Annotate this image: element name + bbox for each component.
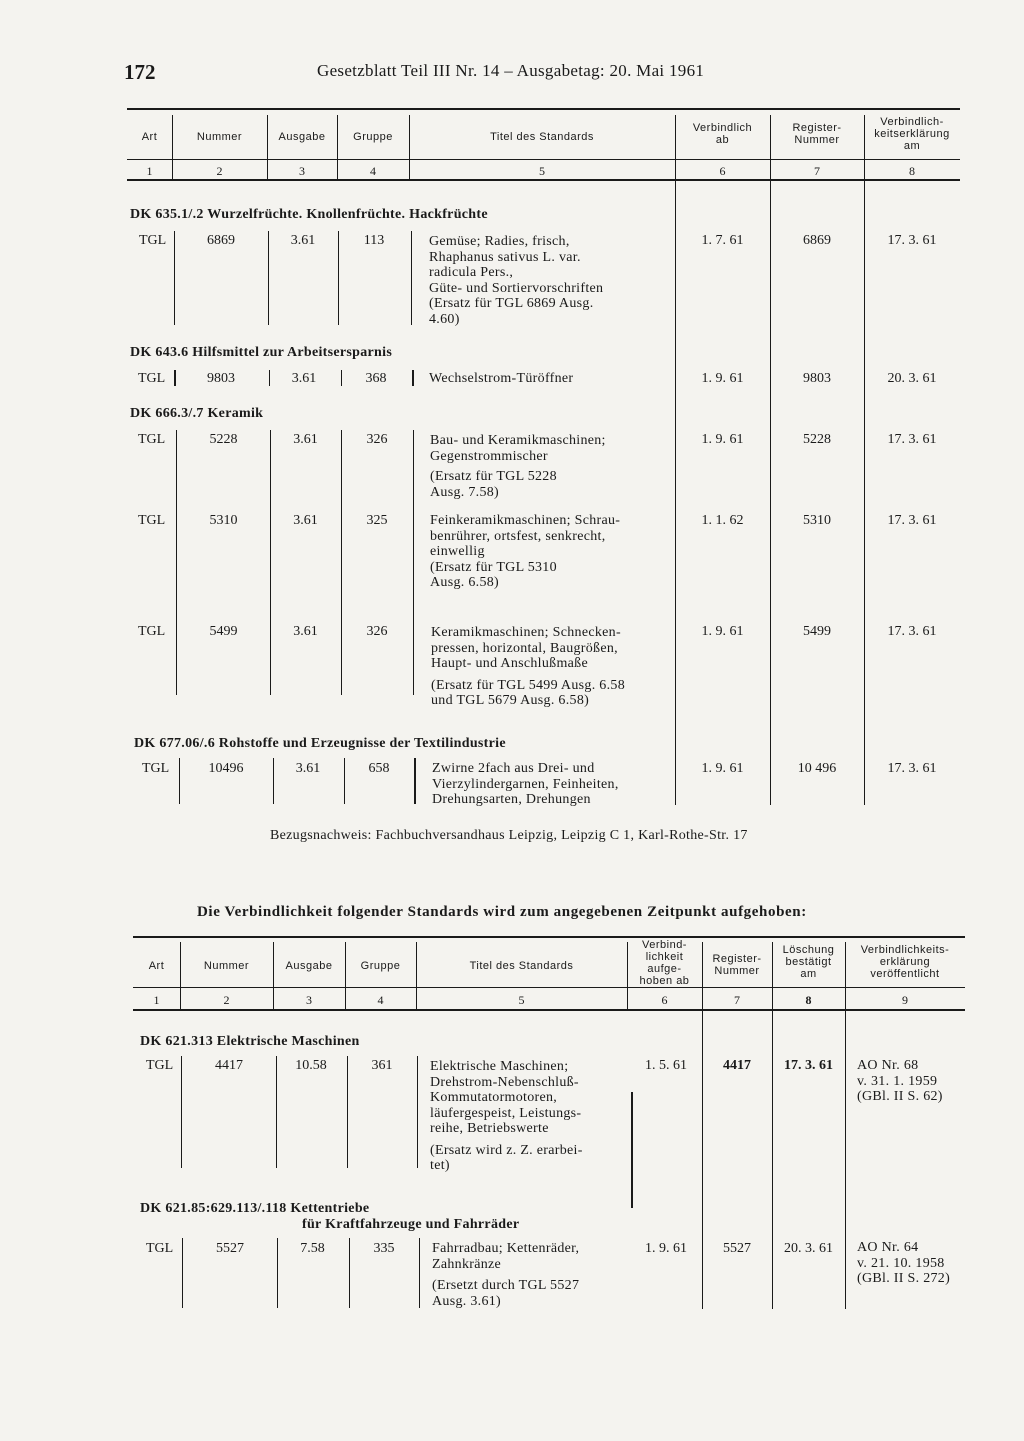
cell-ausgabe: 3.61	[293, 513, 318, 528]
column-number: 4	[370, 164, 376, 178]
cell-erklaerung: 17. 3. 61	[887, 513, 937, 528]
row-divider	[411, 231, 412, 325]
cell-erklaerung: 20. 3. 61	[887, 371, 937, 386]
cell-nummer: 4417	[215, 1058, 243, 1073]
table2-top-rule	[133, 936, 965, 938]
section-divider	[341, 430, 342, 695]
column-number: 5	[518, 993, 525, 1007]
cell-register: 5499	[803, 624, 831, 639]
header-ausgabe: Ausgabe	[285, 960, 333, 972]
section-heading: DK 643.6 Hilfsmittel zur Arbeitsersparnis	[130, 345, 393, 360]
cell-erklaerung: 17. 3. 61	[887, 624, 937, 639]
column-number: 7	[734, 993, 740, 1007]
table1-divider	[864, 179, 865, 805]
cell-gruppe: 658	[368, 761, 390, 776]
table1-divider	[770, 179, 771, 805]
cell-art: TGL	[139, 233, 167, 248]
cell-verbindlich-ab: 1. 9. 61	[701, 371, 744, 386]
cell-titel: Gemüse; Radies, frisch, Rhaphanus sativus L. var. radicula Pers., Güte- und Sortiervorschriften (Ersatz für TGL 6869 Ausg. 4.60)	[429, 234, 604, 327]
cell-gruppe: 326	[366, 432, 388, 447]
header-verbindlich-ab: Verbindlich ab	[692, 122, 753, 146]
table2-heading: Die Verbindlichkeit folgender Standards wird zum angegebenen Zeitpunkt aufgehoben:	[197, 904, 807, 920]
cell-erklaerung: 17. 3. 61	[887, 761, 937, 776]
table2-divider	[845, 1009, 846, 1309]
bezugsnachweis: Bezugsnachweis: Fachbuchversandhaus Leipzig, Leipzig C 1, Karl-Rothe-Str. 17	[270, 828, 748, 843]
section-heading: DK 635.1/.2 Wurzelfrüchte. Knollenfrüchte. Hackfrüchte	[130, 207, 488, 222]
section-divider	[270, 430, 271, 695]
cell-register: 6869	[803, 233, 831, 248]
cell-aufgehoben-ab: 1. 5. 61	[645, 1058, 687, 1073]
header-titel: Titel des Standards	[469, 960, 574, 972]
cell-register: 5228	[803, 432, 831, 447]
cell-register: 4417	[723, 1058, 751, 1073]
cell-verbindlich-ab: 1. 7. 61	[701, 233, 744, 248]
column-number: 5	[539, 164, 545, 178]
section-heading: DK 621.313 Elektrische Maschinen	[140, 1034, 360, 1049]
cell-nummer: 5499	[209, 624, 238, 639]
column-number: 3	[299, 164, 305, 178]
table2-header-rule	[133, 987, 965, 988]
page-number: 172	[124, 60, 156, 84]
cell-art: TGL	[138, 371, 166, 386]
cell-gruppe: 368	[365, 371, 387, 386]
header-erklaerung: Verbindlich- keitserklärung am	[874, 116, 950, 152]
cell-register: 10 496	[797, 761, 837, 776]
header-art: Art	[141, 131, 158, 143]
cell-gruppe: 325	[366, 513, 388, 528]
cell-register: 9803	[803, 371, 831, 386]
section-heading: DK 666.3/.7 Keramik	[130, 406, 264, 421]
table1-colnum-rule	[127, 179, 960, 181]
column-number: 6	[719, 164, 726, 178]
column-number: 2	[216, 164, 223, 178]
row-divider	[182, 1238, 183, 1308]
section-heading: DK 621.85:629.113/.118 Kettentriebe für Kraftfahrzeuge und Fahrräder	[140, 1201, 520, 1232]
cell-ausgabe: 3.61	[295, 761, 321, 776]
cell-ausgabe: 7.58	[300, 1241, 325, 1256]
section-heading: DK 677.06/.6 Rohstoffe und Erzeugnisse der Textilindustrie	[134, 736, 506, 751]
cell-art: TGL	[138, 624, 166, 639]
cell-verbindlich-ab: 1. 9. 61	[701, 432, 744, 447]
header-titel: Titel des Standards	[490, 131, 594, 143]
table1-header-rule	[127, 159, 960, 160]
column-number: 8	[909, 164, 915, 178]
cell-titel: Zwirne 2fach aus Drei- und Vierzylindergarnen, Feinheiten, Drehungsarten, Drehungen	[432, 761, 619, 807]
header-nummer: Nummer	[203, 960, 250, 972]
cell-art: TGL	[138, 432, 166, 447]
table2-divider	[631, 1092, 633, 1208]
cell-erklaerung: 17. 3. 61	[887, 233, 937, 248]
cell-art: TGL	[138, 513, 166, 528]
cell-loeschung: 20. 3. 61	[784, 1241, 833, 1256]
row-divider	[419, 1238, 420, 1308]
cell-register: 5310	[803, 513, 831, 528]
header-loeschung: Löschung bestätigt am	[782, 944, 835, 980]
cell-ausgabe: 3.61	[290, 233, 316, 248]
column-number: 2	[223, 993, 230, 1007]
cell-ausgabe: 3.61	[291, 371, 317, 386]
row-divider	[417, 1056, 418, 1168]
header-aufgehoben-ab: Verbind- lichkeit aufge- hoben ab	[639, 939, 690, 987]
cell-gruppe: 361	[371, 1058, 393, 1073]
cell-art: TGL	[146, 1241, 174, 1256]
row-divider	[181, 1056, 182, 1168]
cell-gruppe: 335	[373, 1241, 395, 1256]
cell-erklaerung: 17. 3. 61	[887, 432, 937, 447]
cell-gruppe: 113	[363, 233, 385, 248]
section-divider	[413, 430, 414, 695]
section-divider	[176, 430, 177, 695]
cell-ausgabe: 10.58	[295, 1058, 327, 1073]
table1-top-rule	[127, 108, 960, 110]
cell-titel: Fahrradbau; Kettenräder, Zahnkränze (Ersetzt durch TGL 5527 Ausg. 3.61)	[432, 1241, 580, 1309]
cell-ausgabe: 3.61	[293, 432, 318, 447]
header-ausgabe: Ausgabe	[278, 131, 326, 143]
cell-verbindlich-ab: 1. 9. 61	[701, 624, 744, 639]
column-number: 4	[377, 993, 384, 1007]
cell-titel: Wechselstrom-Türöffner	[429, 371, 574, 386]
header-gruppe: Gruppe	[353, 131, 393, 143]
header-register-nummer: Register- Nummer	[712, 953, 762, 977]
cell-register: 5527	[723, 1241, 751, 1256]
running-head: Gesetzblatt Teil III Nr. 14 – Ausgabetag: 20. Mai 1961	[317, 61, 705, 80]
header-gruppe: Gruppe	[360, 960, 401, 972]
header-nummer: Nummer	[196, 131, 243, 143]
cell-gruppe: 326	[366, 624, 388, 639]
row-divider	[414, 758, 416, 804]
column-number: 1	[146, 164, 153, 178]
row-divider	[179, 758, 180, 804]
cell-titel: Feinkeramikmaschinen; Schrau- benrührer, ortsfest, senkrecht, einwellig (Ersatz für TGL 5310 Ausg. 6.58)	[430, 513, 621, 590]
header-art: Art	[148, 960, 165, 972]
table2-colnum-rule	[133, 1009, 965, 1011]
row-divider	[412, 370, 414, 386]
cell-titel: Elektrische Maschinen; Drehstrom-Nebenschluß- Kommutatormotoren, läufergespeist, Leistungs- reihe, Betriebswerte (Ersatz wird z. Z. erarbei- tet)	[430, 1059, 583, 1173]
cell-aufgehoben-ab: 1. 9. 61	[645, 1241, 687, 1256]
table2-divider	[772, 1009, 773, 1309]
cell-nummer: 10496	[208, 761, 244, 776]
cell-titel: Bau- und Keramikmaschinen; Gegenstrommischer (Ersatz für TGL 5228 Ausg. 7.58)	[430, 433, 606, 500]
cell-art: TGL	[142, 761, 170, 776]
table2-divider	[702, 1009, 703, 1309]
cell-titel: Keramikmaschinen; Schnecken- pressen, horizontal, Baugrößen, Haupt- und Anschlußmaße (Ersatz für TGL 5499 Ausg. 6.58 und TGL 5679 Ausg. 6.58)	[431, 625, 625, 708]
cell-ausgabe: 3.61	[293, 624, 318, 639]
table1-divider	[675, 179, 676, 805]
column-number: 8	[805, 993, 812, 1007]
cell-veroeffentlicht: AO Nr. 64 v. 21. 10. 1958 (GBl. II S. 272)	[857, 1240, 951, 1286]
cell-verbindlich-ab: 1. 9. 61	[701, 761, 744, 776]
column-number: 1	[153, 993, 160, 1007]
row-divider	[174, 231, 175, 325]
cell-verbindlich-ab: 1. 1. 62	[701, 513, 744, 528]
column-number: 6	[661, 993, 668, 1007]
cell-nummer: 6869	[207, 233, 235, 248]
cell-nummer: 5527	[216, 1241, 244, 1256]
column-number: 3	[306, 993, 312, 1007]
cell-nummer: 9803	[207, 371, 235, 386]
cell-art: TGL	[146, 1058, 174, 1073]
header-register-nummer: Register- Nummer	[792, 122, 842, 146]
cell-loeschung: 17. 3. 61	[784, 1058, 833, 1073]
cell-veroeffentlicht: AO Nr. 68 v. 31. 1. 1959 (GBl. II S. 62)	[857, 1058, 943, 1104]
column-number: 9	[902, 993, 908, 1007]
cell-nummer: 5228	[209, 432, 238, 447]
cell-nummer: 5310	[209, 513, 238, 528]
header-veroeffentlicht: Verbindlichkeits- erklärung veröffentlicht	[860, 944, 950, 980]
column-number: 7	[814, 164, 820, 178]
